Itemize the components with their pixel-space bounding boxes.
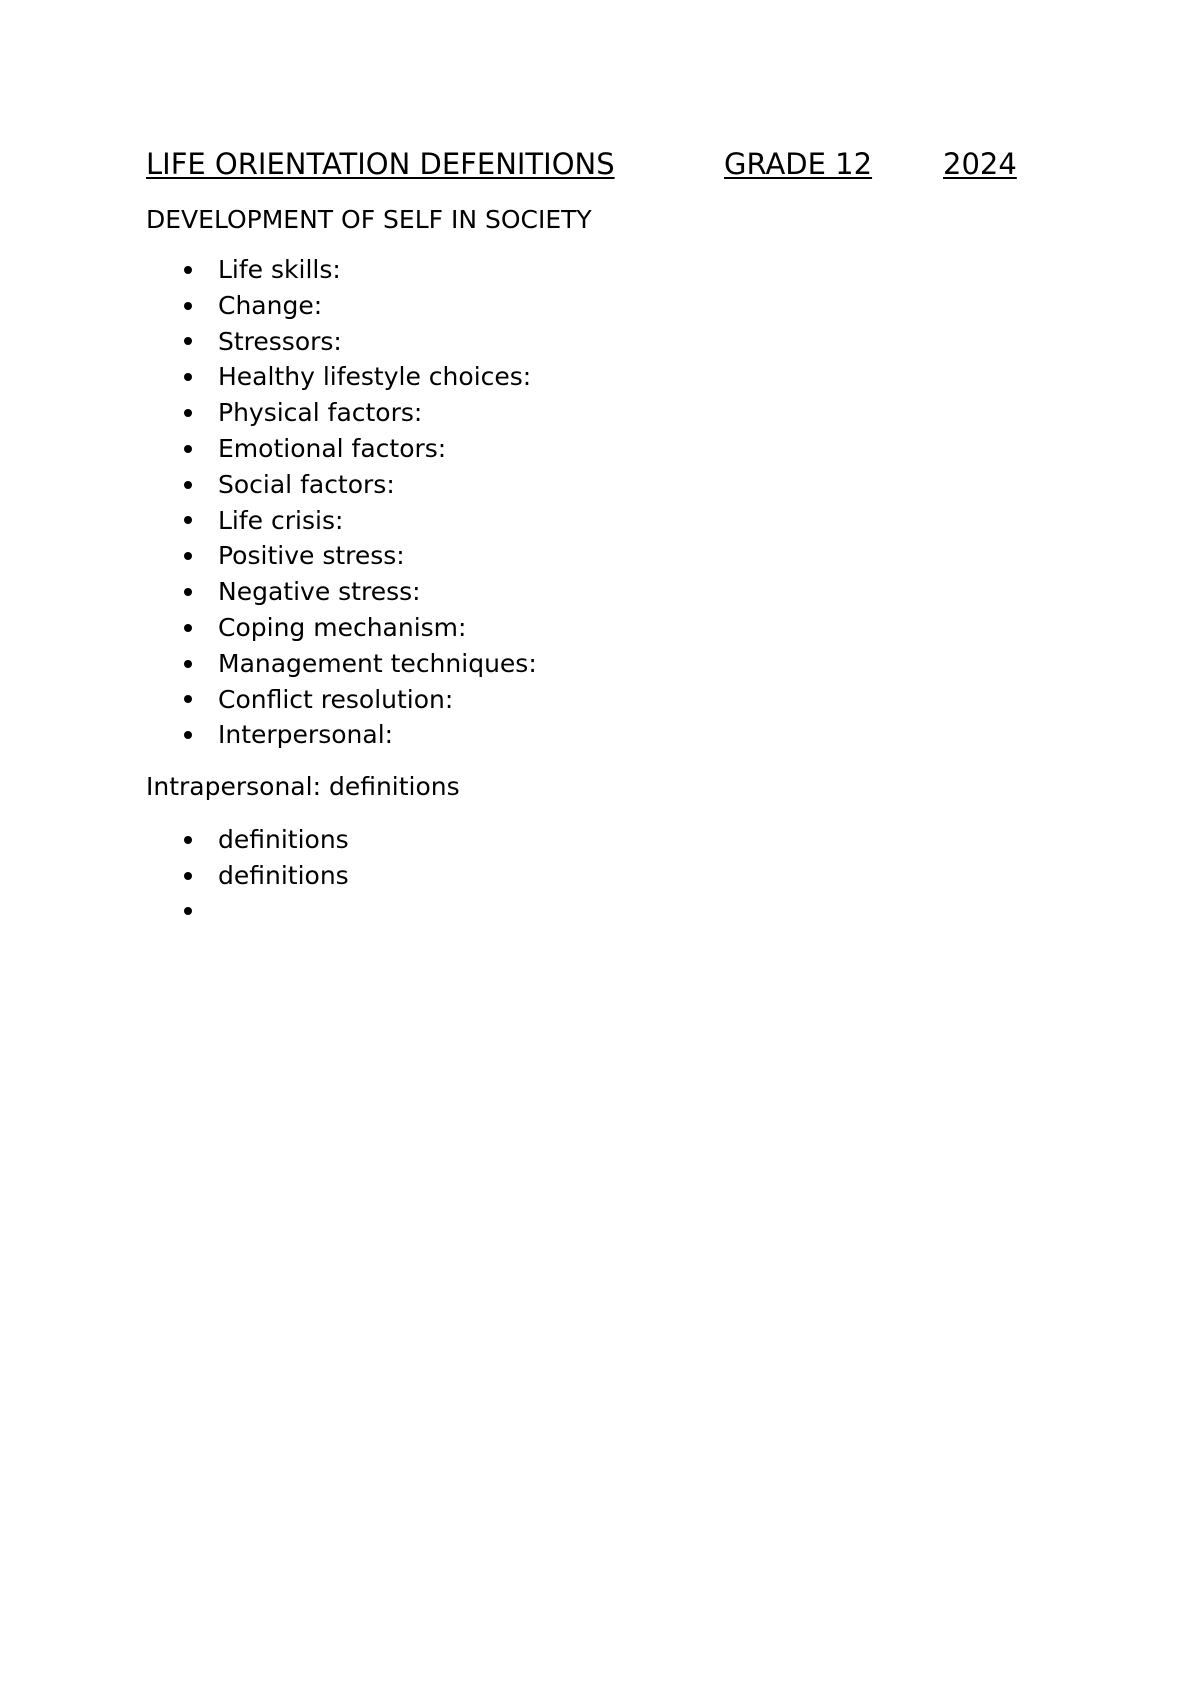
bullet-icon <box>184 660 192 668</box>
bullet-icon <box>184 624 192 632</box>
term-label: Stressors: <box>218 326 342 356</box>
list-item <box>146 395 537 431</box>
list-item <box>146 646 537 682</box>
term-label: Positive stress: <box>218 541 405 571</box>
definitions-list <box>146 822 349 929</box>
list-item <box>146 717 537 753</box>
bullet-icon <box>184 872 192 880</box>
list-item <box>146 252 537 288</box>
term-label: Healthy lifestyle choices: <box>218 362 532 392</box>
section-heading: DEVELOPMENT OF SELF IN SOCIETY <box>146 205 592 234</box>
list-item <box>146 682 537 718</box>
term-label: Change: <box>218 290 323 320</box>
list-item <box>146 822 349 858</box>
bullet-icon <box>184 445 192 453</box>
definition-label: definitions <box>218 825 349 854</box>
bullet-icon <box>184 588 192 596</box>
year-label: 2024 <box>943 147 1017 181</box>
subheading: Intrapersonal: definitions <box>146 772 460 801</box>
bullet-icon <box>184 695 192 703</box>
term-label: Emotional factors: <box>218 433 447 463</box>
document-title: LIFE ORIENTATION DEFENITIONS <box>146 147 615 181</box>
bullet-icon <box>184 266 192 274</box>
definition-label: definitions <box>218 860 349 890</box>
bullet-icon <box>184 516 192 524</box>
term-label: Management techniques: <box>218 648 537 678</box>
list-item <box>146 431 537 467</box>
bullet-icon <box>184 481 192 489</box>
list-item <box>146 538 537 574</box>
list-item <box>146 467 537 503</box>
term-label: Life skills: <box>218 255 341 284</box>
list-item <box>146 359 537 395</box>
bullet-icon <box>184 731 192 739</box>
bullet-icon <box>184 302 192 310</box>
list-item <box>146 894 349 930</box>
grade-label: GRADE 12 <box>724 147 873 181</box>
bullet-icon <box>184 907 192 915</box>
term-label: Conflict resolution: <box>218 684 454 714</box>
term-label: Social factors: <box>218 469 395 499</box>
list-item <box>146 503 537 539</box>
bullet-icon <box>184 552 192 560</box>
bullet-icon <box>184 409 192 417</box>
bullet-icon <box>184 373 192 381</box>
term-label: Interpersonal: <box>218 720 394 750</box>
list-item <box>146 858 349 894</box>
term-label: Negative stress: <box>218 577 421 607</box>
list-item <box>146 574 537 610</box>
list-item <box>146 288 537 324</box>
term-label: Coping mechanism: <box>218 612 467 642</box>
term-label: Life crisis: <box>218 505 344 535</box>
list-item <box>146 324 537 360</box>
bullet-icon <box>184 836 192 844</box>
bullet-icon <box>184 337 192 345</box>
list-item <box>146 610 537 646</box>
terms-list <box>146 252 537 753</box>
term-label: Physical factors: <box>218 398 423 428</box>
